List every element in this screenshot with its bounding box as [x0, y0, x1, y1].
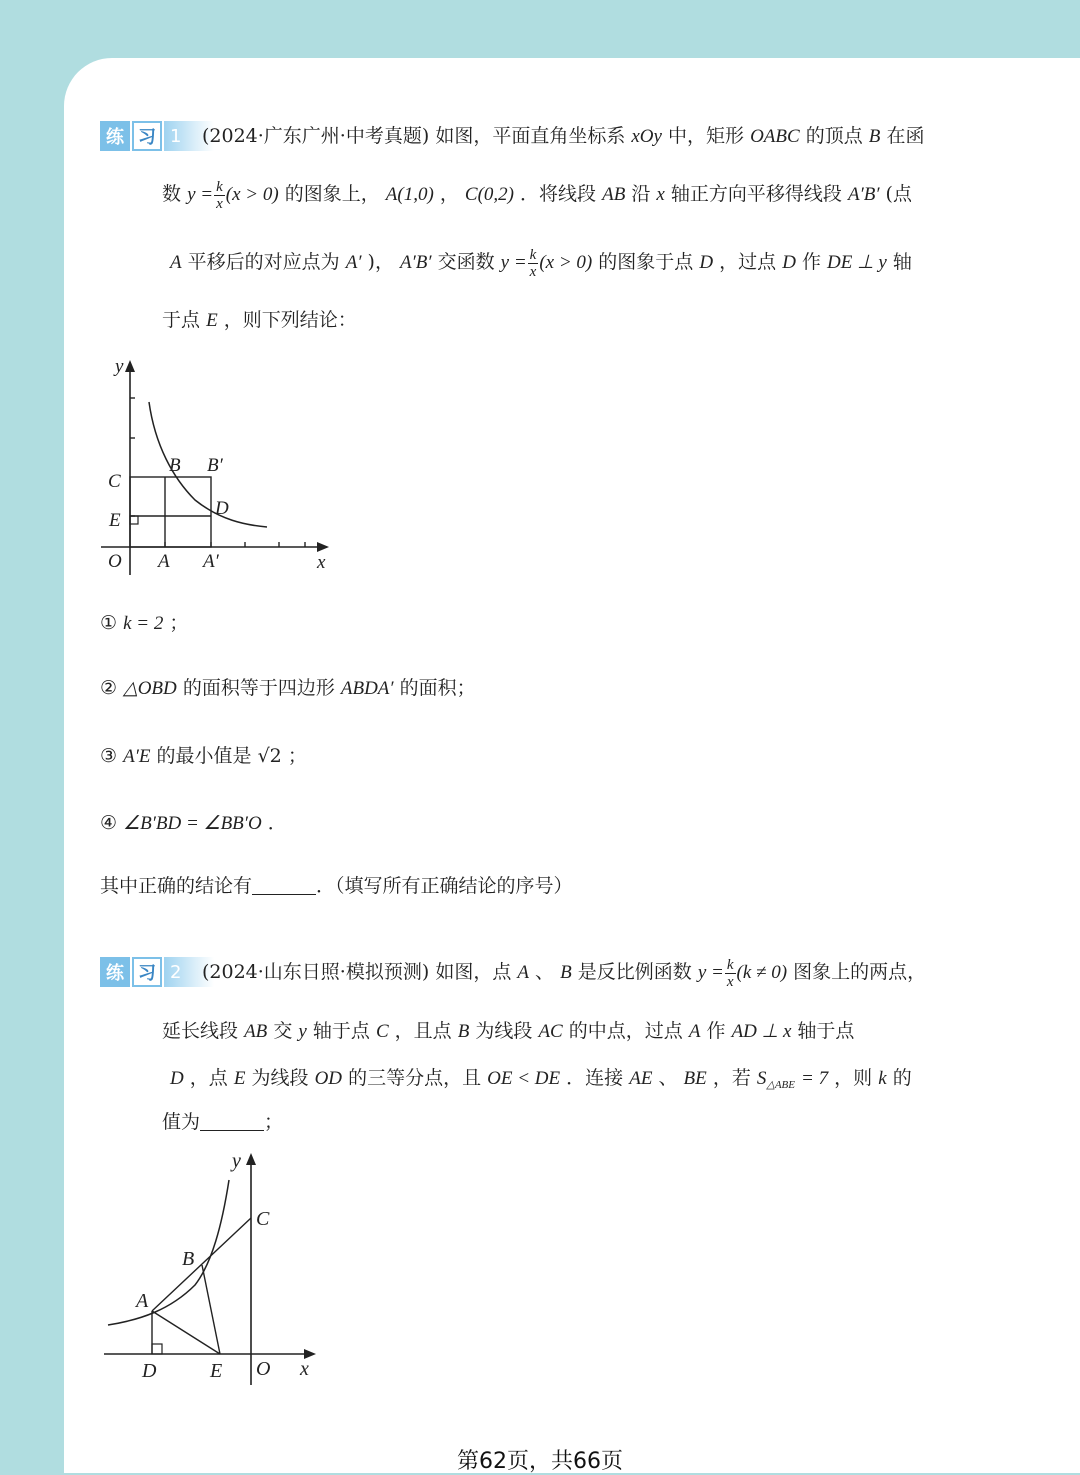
text: )， — [367, 251, 394, 273]
text: 中，矩形 — [668, 125, 745, 147]
label-a: A — [158, 551, 170, 572]
text: 的最小值是 — [156, 745, 252, 767]
text: 的三等分点，且 — [348, 1067, 482, 1089]
math: A — [517, 962, 529, 983]
right-angle-mark — [152, 1344, 162, 1354]
math: △OBD — [123, 678, 177, 699]
right-angle-mark — [130, 516, 138, 524]
math: AE — [629, 1068, 653, 1089]
text: 为线段 — [251, 1067, 309, 1089]
text: 值为 — [162, 1111, 201, 1133]
text: ； — [287, 745, 307, 767]
ex1-answer-line — [100, 874, 573, 898]
math: E — [233, 1068, 246, 1089]
conclusion-1 — [100, 611, 188, 636]
text: 作 — [801, 251, 821, 273]
fraction: $\frac{k}{x}$ — [529, 246, 537, 280]
math: (x > 0) — [539, 252, 593, 273]
math: ABDA′ — [340, 678, 394, 699]
math: $S_{\triangle ABE}$ — [756, 1068, 795, 1091]
math: y — [298, 1021, 307, 1042]
math: A — [688, 1021, 701, 1042]
math: A — [170, 252, 182, 273]
label-o: O — [108, 551, 122, 572]
text: ； — [264, 1111, 284, 1133]
text: 数 — [162, 183, 182, 205]
text: ，点 — [189, 1067, 228, 1089]
ex1-source: (2024·广东广州·中考真题) — [202, 125, 430, 147]
text: 轴于点 — [797, 1020, 855, 1042]
math: √2 — [257, 745, 282, 767]
text: 的 — [892, 1067, 912, 1089]
segment-be — [202, 1265, 220, 1354]
math: C(0,2) — [464, 184, 514, 205]
ex2-source: (2024·山东日照·模拟预测) — [202, 961, 430, 983]
math: D — [782, 252, 796, 273]
label-e: E — [210, 1360, 223, 1382]
badge-number: 2 — [164, 957, 214, 987]
math: B — [868, 126, 881, 147]
label-c: C — [108, 471, 121, 492]
math: AC — [538, 1021, 563, 1042]
text: 其中正确的结论有 — [100, 875, 253, 897]
text: 交 — [273, 1020, 293, 1042]
ex2-line-1 — [202, 950, 926, 995]
text: 延长线段 — [162, 1020, 239, 1042]
y-axis-arrow — [246, 1153, 256, 1165]
text: ，若 — [712, 1067, 751, 1089]
badge-char: 习 — [132, 957, 162, 987]
math: A′B′ — [400, 252, 432, 273]
label-x: x — [317, 552, 326, 573]
text: 的中点，过点 — [568, 1020, 683, 1042]
text: 、 — [535, 961, 555, 983]
math: OE < DE — [487, 1068, 561, 1089]
ex1-line-3 — [170, 240, 912, 285]
math: (k ≠ 0) — [736, 962, 788, 983]
math: OABC — [750, 126, 800, 147]
math: B — [457, 1021, 470, 1042]
math: x — [656, 184, 665, 205]
math: OD — [314, 1068, 343, 1089]
math: C — [375, 1021, 389, 1042]
badge-number: 1 — [164, 121, 214, 151]
text: 的图象上， — [284, 183, 380, 205]
math: xOy — [631, 126, 662, 147]
conclusion-2 — [100, 676, 476, 701]
math: D — [170, 1068, 184, 1089]
text: ，则 — [834, 1067, 873, 1089]
text: 如图，平面直角坐标系 — [435, 125, 626, 147]
text: 于点 — [162, 309, 201, 331]
label-b: B — [169, 455, 181, 476]
exercise-badge — [100, 121, 214, 151]
line-abc — [152, 1218, 251, 1311]
text: 的面积等于四边形 — [182, 677, 335, 699]
label-a-prime: A′ — [203, 551, 219, 572]
math: (x > 0) — [225, 184, 279, 205]
label-c: C — [256, 1208, 270, 1230]
conclusion-3 — [100, 744, 307, 769]
text: 沿 — [631, 183, 651, 205]
exercise-badge — [100, 957, 214, 987]
text: 的面积； — [399, 677, 476, 699]
math: BE — [683, 1068, 707, 1089]
text: 轴正方向平移得线段 — [670, 183, 842, 205]
math: A(1,0) — [385, 184, 434, 205]
hyperbola-curve — [108, 1180, 229, 1325]
ex1-line-1 — [202, 124, 924, 149]
ex1-line-2 — [162, 172, 912, 217]
fraction: $\frac{k}{x}$ — [726, 956, 734, 990]
text: 轴 — [892, 251, 912, 273]
ex2-figure — [100, 1145, 330, 1390]
text: ，且点 — [394, 1020, 452, 1042]
label-y: y — [232, 1150, 241, 1172]
math: k — [878, 1068, 887, 1089]
badge-char: 练 — [100, 957, 130, 987]
text: 是反比例函数 — [577, 961, 692, 983]
label-d: D — [142, 1360, 157, 1382]
circled-number: ④ — [100, 812, 118, 834]
badge-char: 练 — [100, 121, 130, 151]
text: ．连接 — [566, 1067, 624, 1089]
math: k = 2 — [123, 613, 164, 634]
fraction: $\frac{k}{x}$ — [216, 178, 223, 212]
text: 如图，点 — [435, 961, 512, 983]
text: 平移后的对应点为 — [187, 251, 340, 273]
conclusion-4 — [100, 811, 287, 836]
math: AB — [602, 184, 626, 205]
math: ∠B′BD = ∠BB′O — [123, 813, 262, 834]
y-axis-arrow — [125, 360, 135, 372]
math: A′B′ — [847, 184, 880, 205]
label-b-prime: B′ — [207, 455, 223, 476]
text: ．（填写所有正确结论的序号） — [316, 875, 573, 897]
math: D — [699, 252, 714, 273]
math: A′E — [123, 746, 151, 767]
text: ， — [439, 183, 459, 205]
answer-blank[interactable] — [252, 876, 316, 895]
label-y: y — [115, 356, 124, 377]
circled-number: ③ — [100, 745, 118, 767]
math: E — [206, 310, 218, 331]
text: ，则下列结论： — [223, 309, 357, 331]
page-footer: 第62页，共66页 — [457, 1449, 623, 1474]
circled-number: ① — [100, 612, 118, 634]
math: y = — [187, 184, 214, 205]
ex1-line-4 — [162, 308, 357, 333]
label-e: E — [109, 510, 121, 531]
math: DE ⊥ y — [827, 252, 887, 273]
x-axis-arrow — [317, 542, 329, 552]
text: (点 — [885, 183, 912, 205]
label-a: A — [136, 1290, 149, 1312]
label-x: x — [300, 1358, 309, 1380]
text: ，过点 — [719, 251, 777, 273]
ex2-line-4 — [162, 1110, 283, 1134]
text: 、 — [658, 1067, 678, 1089]
circled-number: ② — [100, 677, 118, 699]
text: 为线段 — [475, 1020, 533, 1042]
text: 的图象于点 — [598, 251, 694, 273]
text: 交函数 — [437, 251, 495, 273]
text: ．将线段 — [520, 183, 597, 205]
math: AD ⊥ x — [731, 1021, 792, 1042]
answer-blank[interactable] — [200, 1112, 264, 1131]
label-b: B — [182, 1248, 195, 1270]
math: B — [560, 962, 572, 983]
text: 作 — [706, 1020, 726, 1042]
text: 图象上的两点， — [793, 961, 927, 983]
text: 在函 — [886, 125, 925, 147]
math: y = — [697, 962, 724, 983]
rectangle-oabc-translated — [130, 477, 211, 547]
math: A′ — [345, 252, 362, 273]
label-o: O — [256, 1358, 271, 1380]
ex2-line-2 — [162, 1019, 854, 1044]
math: = 7 — [801, 1068, 829, 1089]
text: 的顶点 — [805, 125, 863, 147]
ex1-figure — [95, 350, 340, 580]
ex2-line-3 — [170, 1066, 912, 1097]
text: 轴于点 — [312, 1020, 370, 1042]
text: ． — [267, 812, 287, 834]
label-d: D — [215, 498, 229, 519]
badge-char: 习 — [132, 121, 162, 151]
math: y = — [500, 252, 527, 273]
text: ； — [169, 612, 189, 634]
math: AB — [244, 1021, 268, 1042]
